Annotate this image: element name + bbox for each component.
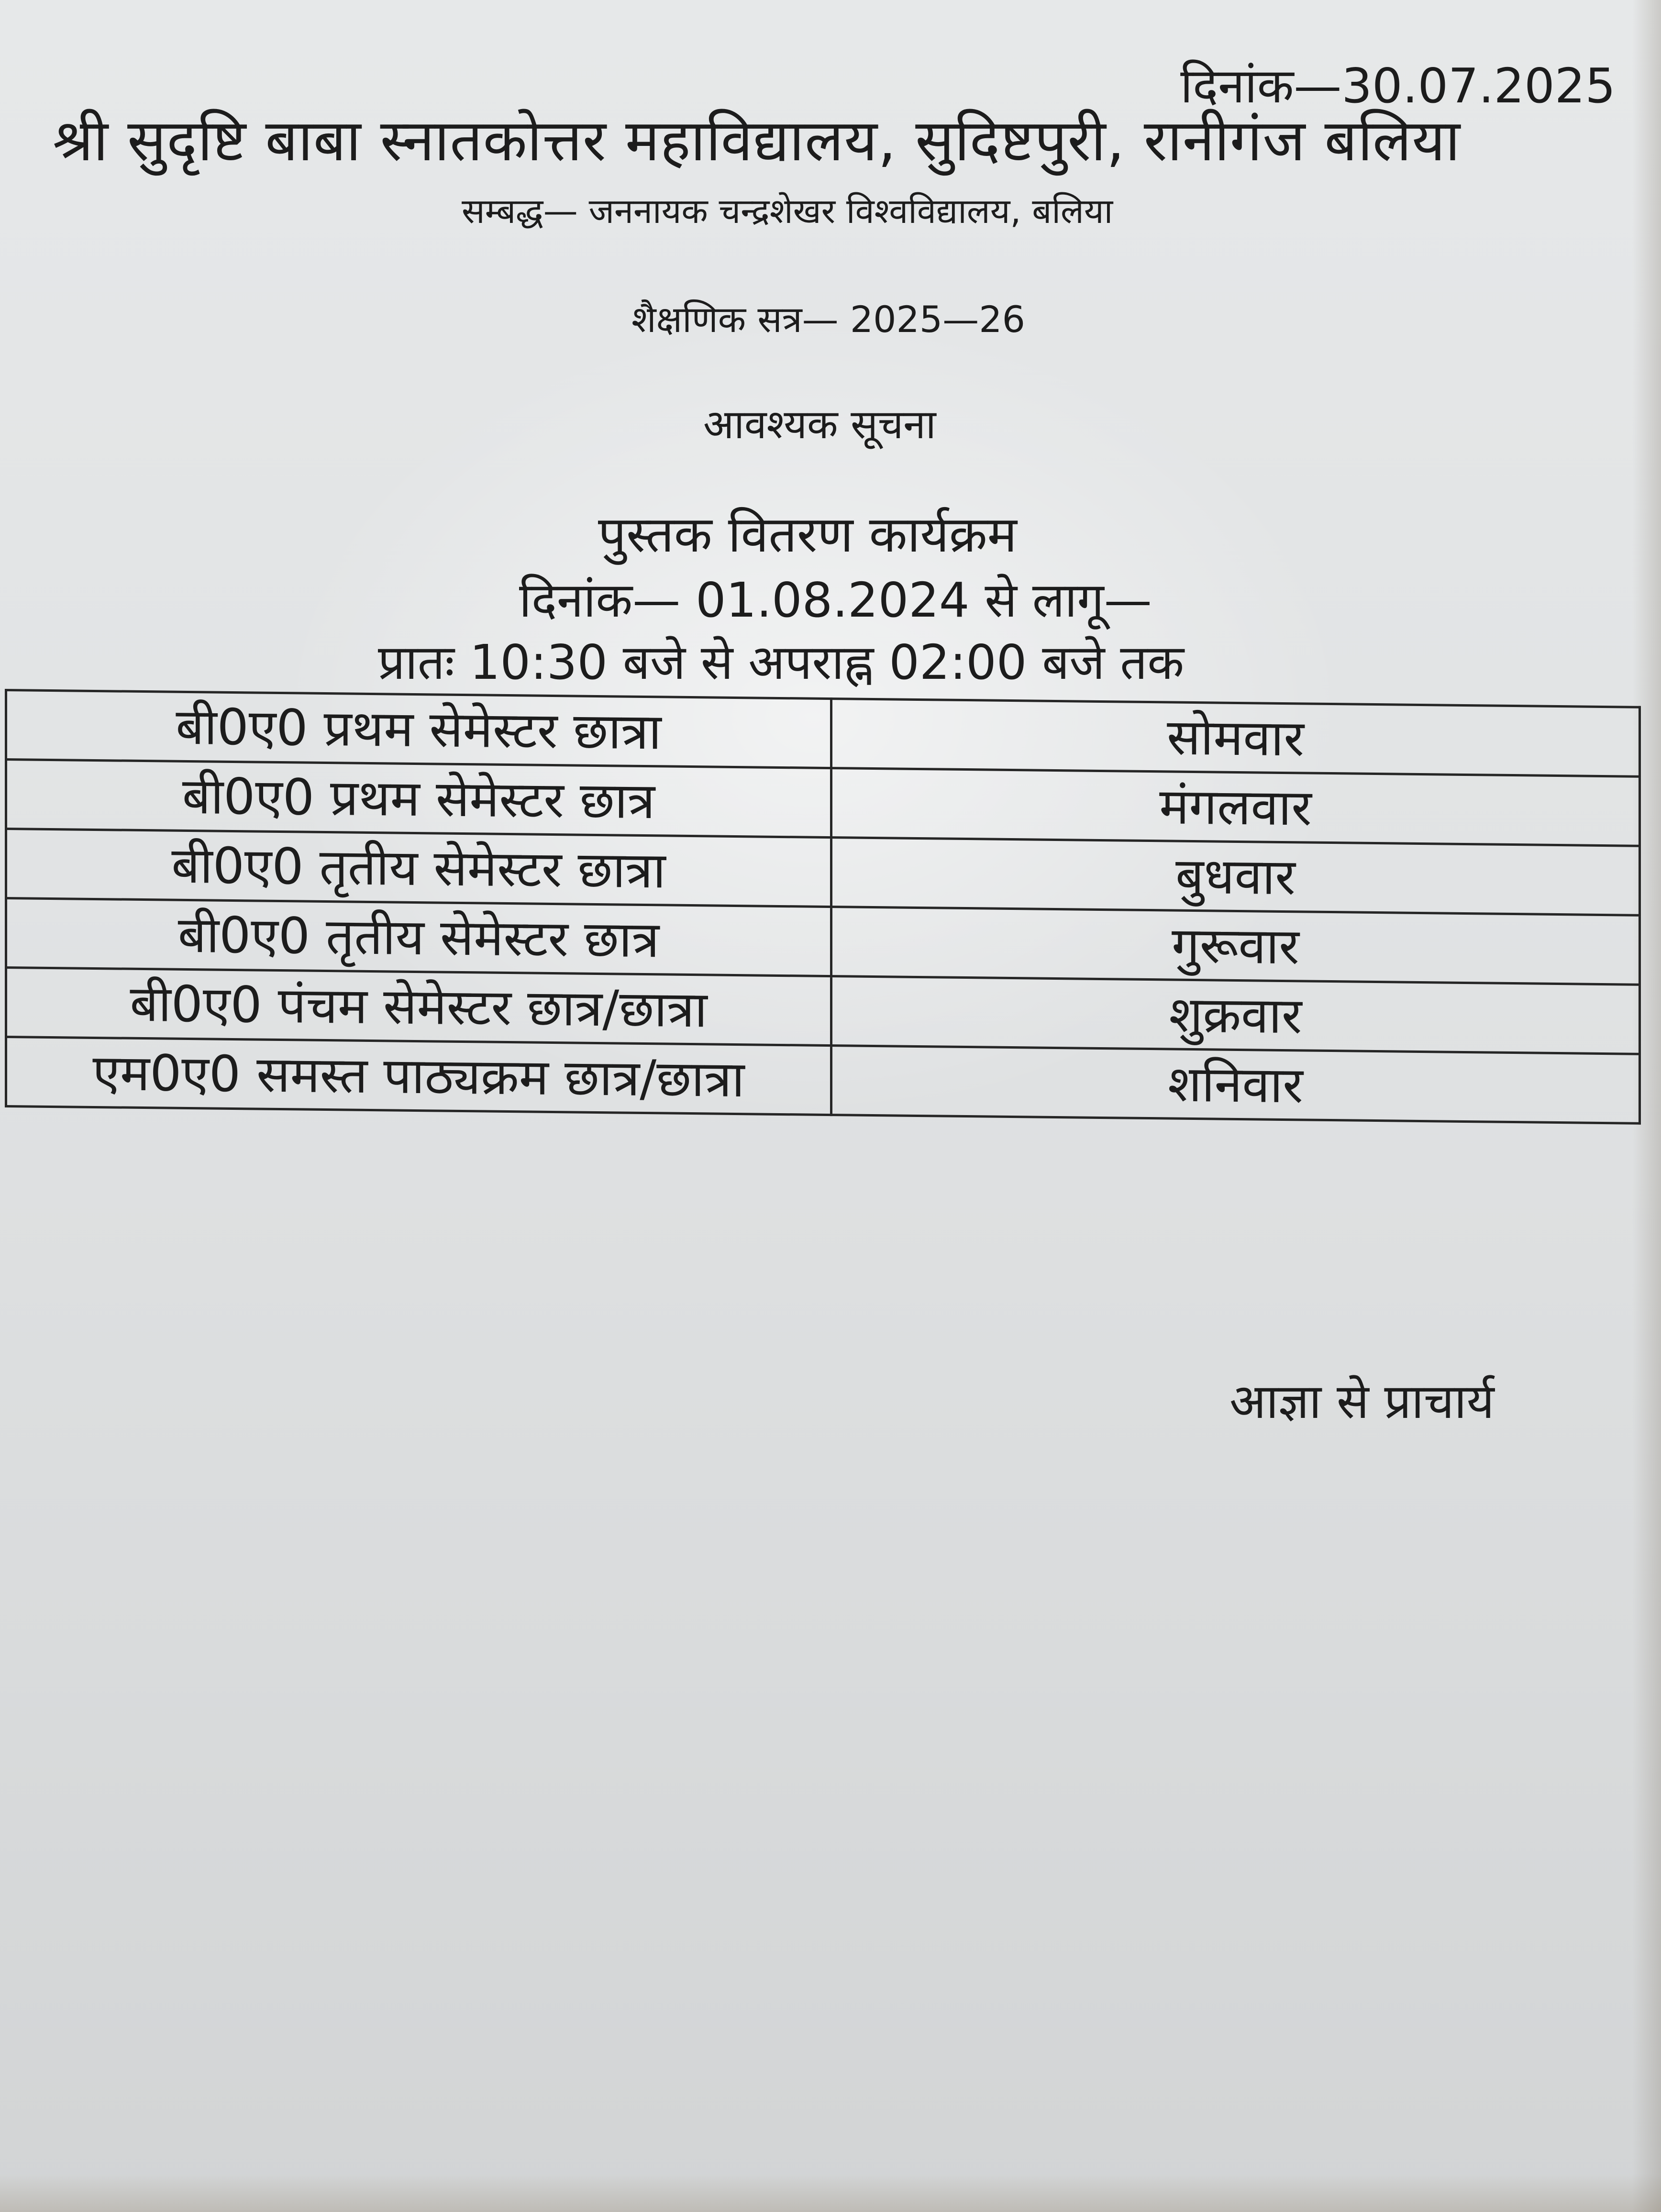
program-title: पुस्तक वितरण कार्यक्रम	[598, 505, 1017, 564]
weekday-cell: सोमवार	[831, 699, 1640, 777]
weekday-cell: बुधवार	[831, 838, 1640, 916]
university-affiliation: सम्बद्ध— जननायक चन्द्रशेखर विश्वविद्यालय, बलिया	[462, 191, 1113, 231]
effective-date: दिनांक— 01.08.2024 से लागू—	[519, 572, 1152, 628]
notice-date: दिनांक—30.07.2025	[1180, 58, 1616, 114]
paper-bottom-shadow	[0, 2174, 1661, 2212]
weekday-cell: गुरूवार	[831, 907, 1640, 985]
weekday-cell: मंगलवार	[831, 768, 1640, 846]
student-group-cell: बी0ए0 तृतीय सेमेस्टर छात्र	[6, 898, 831, 976]
distribution-timing: प्रातः 10:30 बजे से अपराह्न 02:00 बजे तक	[378, 634, 1185, 690]
principal-signoff: आज्ञा से प्राचार्य	[1229, 1373, 1495, 1429]
weekday-cell: शनिवार	[831, 1046, 1640, 1124]
weekday-cell: शुक्रवार	[831, 976, 1640, 1054]
student-group-cell: बी0ए0 पंचम सेमेस्टर छात्र/छात्रा	[6, 968, 831, 1046]
college-name: श्री सुदृष्टि बाबा स्नातकोत्तर महाविद्यालय, सुदिष्टपुरी, रानीगंज बलिया	[53, 108, 1461, 174]
notice-heading: आवश्यक सूचना	[703, 401, 936, 448]
academic-session: शैक्षणिक सत्र— 2025—26	[631, 298, 1025, 341]
student-group-cell: बी0ए0 प्रथम सेमेस्टर छात्रा	[6, 690, 831, 768]
student-group-cell: बी0ए0 प्रथम सेमेस्टर छात्र	[6, 760, 831, 838]
student-group-cell: एम0ए0 समस्त पाठ्यक्रम छात्र/छात्रा	[6, 1037, 831, 1115]
student-group-cell: बी0ए0 तृतीय सेमेस्टर छात्रा	[6, 829, 831, 907]
schedule-table	[5, 689, 1641, 1125]
